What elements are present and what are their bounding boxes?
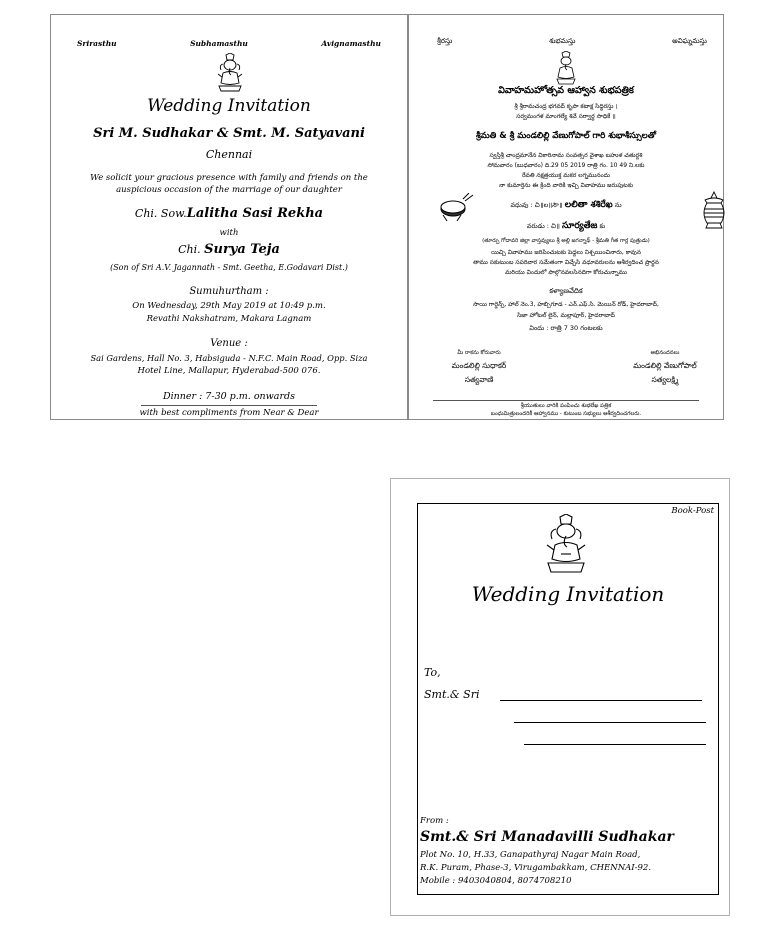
groom-name: Surya Teja: [204, 242, 280, 257]
blessing-subhamasthu: Subhamasthu: [190, 39, 248, 48]
with-text: with: [219, 228, 239, 238]
ganesha-icon: [546, 514, 586, 574]
telugu-blessing-2: శుభమస్తు: [549, 37, 576, 45]
sender-mobile: Mobile : 9403040804, 8074708210: [420, 876, 572, 886]
telugu-groom-label: వరుడు :: [526, 222, 549, 230]
ganesha-icon: [217, 53, 243, 93]
telugu-right-sig-name-2: సత్యలక్ష్మి: [651, 375, 679, 384]
from-label: From :: [420, 816, 449, 826]
groom-line: [51, 242, 407, 257]
muhurtham-star: Revathi Nakshatram, Makara Lagnam: [146, 314, 312, 324]
bride-name: Lalitha Sasi Rekha: [186, 206, 324, 221]
telugu-venue-line-2: సిజా హోటల్ లైన్, మల్లాపూర్, హైదరాబాద్: [517, 312, 615, 319]
telugu-bride-label: వధువు :: [510, 201, 533, 209]
to-label: To,: [424, 666, 441, 679]
telugu-verse-1: శ్రీ శ్రీరామచంద్ర భగవద్ కృపా కటాక్ష సిద్ధిరస్తు ।: [514, 103, 618, 110]
telugu-paragraph-1: [419, 151, 713, 191]
telugu-para-line: తాము సకుటుంబ సపరివార సమేతంగా విచ్చేసి వధూవరులను ఆశీర్వదించ ప్రార్థన: [473, 259, 659, 266]
ganesha-icon: [555, 51, 577, 85]
venue-line-1: Sai Gardens, Hall No. 3, Habsiguda - N.F.C. Main Road, Opp. Siza: [90, 353, 368, 363]
venue-label: Venue :: [210, 338, 248, 349]
dinner-time: Dinner : 7-30 p.m. onwards: [163, 391, 295, 402]
compliments-divider: [141, 405, 317, 406]
telugu-hosts: శ్రీమతి & శ్రీ మండలిల్లి వేణుగోపాల్ గారి శుభాశీస్సులతో: [475, 131, 657, 141]
groom-prefix: Chi.: [178, 243, 201, 256]
telugu-para-line: మరియు విందులో పాల్గొనవలసినదిగా కోరుచున్నాము: [505, 269, 627, 276]
telugu-footer-line: బంధుమిత్రులందరికీ ఆహ్వానము - కుటుంబ సభ్యులు ఆశీర్వదించగలరు.: [490, 411, 642, 417]
book-post-label: Book-Post: [671, 506, 714, 516]
hosts-names: Sri M. Sudhakar & Smt. M. Satyavani: [93, 126, 365, 141]
card-title: Wedding Invitation: [147, 96, 311, 116]
envelope-title: Wedding Invitation: [471, 582, 665, 606]
telugu-left-signature: [419, 349, 539, 386]
envelope-inner: [417, 503, 719, 895]
host-city: Chennai: [205, 148, 253, 161]
envelope-outer: [390, 478, 730, 916]
muhurtham-date: On Wednesday, 29th May 2019 at 10:49 p.m.: [132, 301, 326, 311]
telugu-groom-parents: (తూర్పు గోదావరి జిల్లా వాస్తవ్యులు శ్రీ అల్లి జగన్నాథ్ - శ్రీమతి గీత గార్ల పుత్రుడు): [482, 238, 650, 244]
telugu-blessing-3: అవిఘ్నమస్తు: [672, 37, 707, 45]
telugu-right-sig-name-1: మండలిల్లి వేణుగోపాల్: [633, 361, 697, 370]
venue-line-2: Hotel Line, Mallapur, Hyderabad-500 076.: [137, 366, 321, 376]
telugu-para-line: యిచ్చి వివాహము జరిపించుటకు పెద్దలు నిశ్చయించినారు, కావున: [491, 249, 641, 256]
address-line-2: [514, 722, 706, 723]
telugu-right-signature: [605, 349, 725, 386]
telugu-bride-prefix: చి॥ల॥సౌ॥: [534, 201, 563, 209]
bride-prefix: Chi. Sow.: [134, 207, 187, 220]
telugu-groom-name: సూర్యతేజ: [561, 221, 598, 231]
solicit-text: We solicit your gracious presence with family and friends on the auspicious occasion of the marriage of our daughter: [90, 173, 368, 195]
telugu-para-line: సోమవారం (బుధవారం) ది.29 05 2019 రాత్రి గం. 10 49 ని.లకు: [487, 162, 645, 169]
telugu-footer-divider: [433, 400, 699, 401]
address-line-3: [524, 744, 706, 745]
telugu-dinner: విందు : రాత్రి 7 30 గంటలకు: [529, 324, 603, 332]
telugu-title: వివాహమహోత్సవ ఆహ్వాన శుభపత్రిక: [498, 85, 634, 96]
english-invitation-card: [50, 14, 408, 420]
telugu-blessings-row: [437, 37, 707, 47]
telugu-venue-line-1: సాయి గార్డెన్స్, హాల్ నెం.3, హబ్సిగూడ - ఎన్.ఎఫ్.సి. మెయిన్ రోడ్, హైదరాబాద్,: [473, 301, 659, 308]
to-recipient-label: Smt.& Sri: [424, 688, 480, 701]
telugu-para-line: నా కుమార్తెను ఈ క్రింది వారికి ఇచ్చి వివాహము జరుపుటకు: [498, 182, 634, 189]
telugu-footer: [413, 402, 719, 418]
telugu-left-sig-label: మీ రాకను కోరువారు: [457, 350, 501, 356]
sender-name: Smt.& Sri Manadavilli Sudhakar: [420, 829, 674, 845]
blessing-srirasthu: Srirasthu: [77, 39, 117, 48]
telugu-bride-suffix: ను: [614, 201, 622, 209]
groom-parents: (Son of Sri A.V. Jagannath - Smt. Geetha, E.Godavari Dist.): [110, 263, 348, 272]
telugu-left-sig-name-2: సత్యవాణి: [464, 375, 494, 384]
compliments-text: with best compliments from Near & Dear: [139, 408, 319, 418]
telugu-blessing-1: శ్రీరస్తు: [437, 37, 453, 45]
telugu-groom-line: [409, 221, 723, 233]
telugu-bride-line: [409, 200, 723, 212]
sender-address-2: R.K. Puram, Phase-3, Virugambakkam, CHENNAI-92.: [420, 863, 652, 873]
telugu-right-sig-label: అభినందనలు: [650, 350, 680, 356]
sender-address-1: Plot No. 10, H.33, Ganapathyraj Nagar Main Road,: [420, 850, 641, 860]
telugu-bride-name: లలితా శశిరేఖ: [564, 200, 613, 210]
telugu-footer-line: శ్రీయుతులు వారికి పంపించు శుభలేఖ పత్రిక: [520, 403, 612, 409]
telugu-venue-label: కళ్యాణవేదిక: [549, 287, 583, 295]
telugu-paragraph-2: [417, 248, 715, 278]
blessing-avignamasthu: Avignamasthu: [321, 39, 381, 48]
telugu-left-sig-name-1: మండలిల్లి సుధాకర్: [451, 361, 507, 370]
telugu-verse-2: సర్వమంగళ మాంగల్యే శివే సర్వార్థ సాధికే ॥: [516, 113, 616, 120]
telugu-groom-prefix: చి॥: [551, 222, 560, 230]
telugu-invitation-card: [408, 14, 724, 420]
muhurtham-label: Sumuhurtham :: [189, 286, 269, 297]
blessings-row: [77, 39, 381, 48]
address-line-1: [500, 700, 702, 701]
telugu-para-line: స్వస్తిశ్రీ చాంద్రమానేన వికారినామ సంవత్సర వైశాఖ బహుళ చతుర్దశి: [489, 152, 643, 159]
telugu-groom-suffix: కు: [599, 222, 606, 230]
bride-line: [51, 206, 407, 221]
telugu-para-line: రేవతి నక్షత్రయుక్త మకర లగ్నమునందు: [522, 172, 610, 179]
